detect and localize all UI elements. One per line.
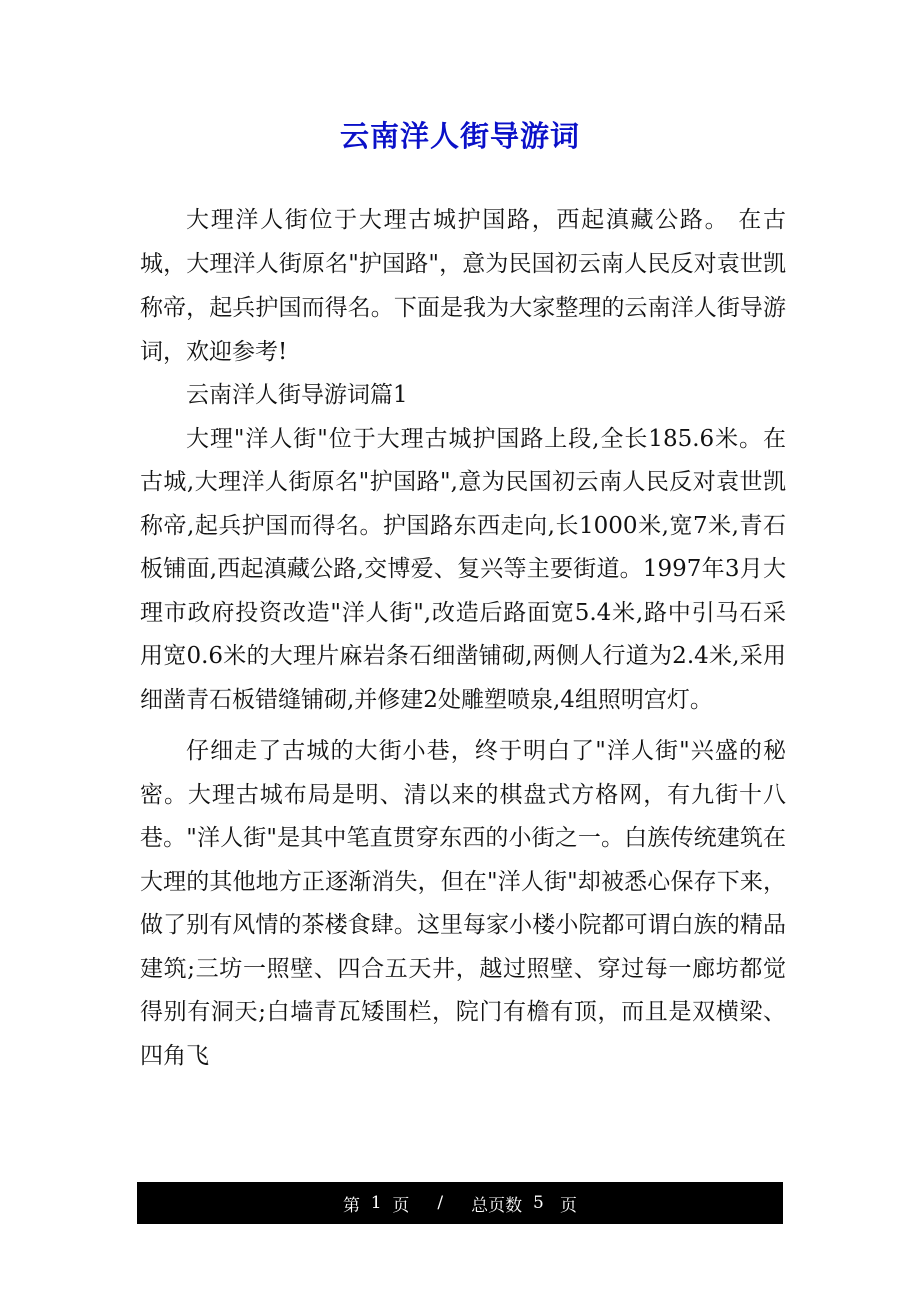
footer-total-pages: 5 — [532, 1193, 544, 1213]
footer-total-prefix: 总页数 — [471, 1195, 523, 1216]
body-paragraph-1: 大理"洋人街"位于大理古城护国路上段,全长185.6米。在古城,大理洋人街原名"护国路",意为民国初云南人民反对袁世凯称帝,起兵护国而得名。护国路东西走向,长1000米,宽7米,青石板铺面,西起滇藏公路,交博爱、复兴等主要街道。1997年3月大理市政府投资改造"洋人街",改造后路面宽5.4米,路中引马石采用宽0.6米的大理片麻岩条石细凿铺砌,两侧人行道为2.4米,采用细凿青石板错缝铺砌,并修建2处雕塑喷泉,4组照明宫灯。 — [140, 425, 786, 713]
document-title: 云南洋人街导游词 — [339, 119, 580, 153]
footer-separator: / — [437, 1193, 444, 1213]
intro-paragraph: 大理洋人街位于大理古城护国路，西起滇藏公路。 在古城，大理洋人街原名"护国路"，意为民国初云南人民反对袁世凯称帝，起兵护国而得名。下面是我为大家整理的云南洋人街导游词，欢迎参考! — [140, 207, 786, 365]
footer-page-number: 1 — [370, 1193, 382, 1213]
footer-page-suffix: 页 — [392, 1195, 410, 1216]
footer-page-prefix: 第 — [342, 1195, 360, 1216]
footer-total-suffix: 页 — [560, 1195, 578, 1216]
document-body — [140, 198, 786, 1078]
body-paragraph-2: 仔细走了古城的大街小巷，终于明白了"洋人街"兴盛的秘密。大理古城布局是明、清以来的棋盘式方格网，有九街十八巷。"洋人街"是其中笔直贯穿东西的小街之一。白族传统建筑在大理的其他地方正逐渐消失，但在"洋人街"却被悉心保存下来，做了别有风情的茶楼食肆。这里每家小楼小院都可谓白族的精品建筑;三坊一照壁、四合五天井，越过照壁、穿过每一廊坊都觉得别有洞天;白墙青瓦矮围栏，院门有檐有顶，而且是双横梁、四角飞 — [140, 738, 786, 1069]
section-heading: 云南洋人街导游词篇1 — [186, 382, 408, 408]
page-footer — [137, 1182, 783, 1224]
